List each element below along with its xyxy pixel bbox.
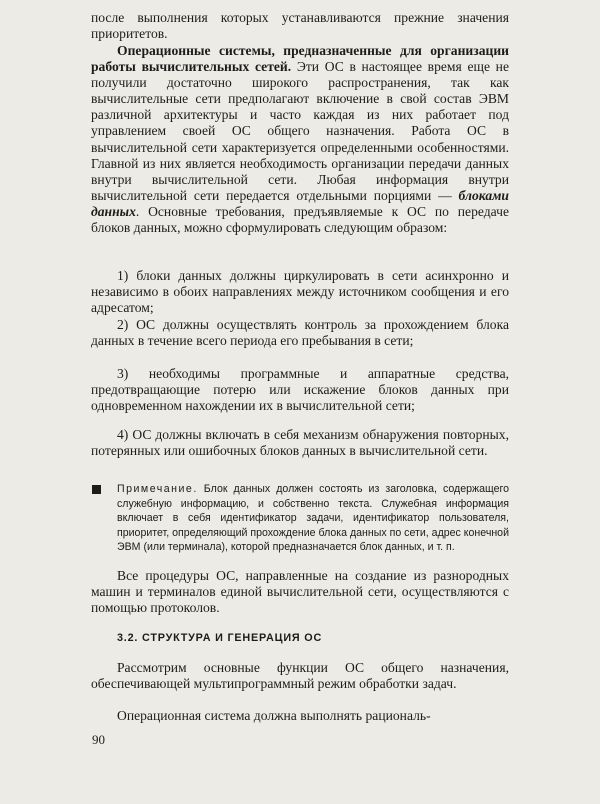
paragraph-functions: Рассмотрим основные функции ОС общего назначения, обеспечивающей мультипрограммный режим обработки задач.	[91, 660, 509, 692]
note-label: Примечание.	[117, 483, 198, 495]
note-block	[117, 482, 509, 555]
network-os-text-part2: . Основные требования, предъявляемые к ОС по передаче блоков данных, можно сформулировать следующим образом:	[91, 203, 509, 236]
paragraph-network-os	[91, 43, 509, 236]
section-heading: 3.2. СТРУКТУРА И ГЕНЕРАЦИЯ ОС	[117, 632, 323, 644]
network-os-text-part1: Эти ОС в настоящее время еще не получили достаточно широкого распространения, так как вычислительные сети предполагают включение в свой состав ЭВМ различной архитектуры и часто каждая из них работает под управлением своей ОС общего назначения. Работа ОС в вычислительной сети характеризуется определенными особенностями. Главной из них является необходимость организации передачи данных внутри вычислительной сети. Любая информация внутри вычислительной сети передается отдельными порциями —	[91, 59, 509, 203]
paragraph-intro: после выполнения которых устанавливаются прежние значения приоритетов.	[91, 10, 509, 42]
paragraph-last-line: Операционная система должна выполнять рациональ-	[117, 708, 431, 723]
requirement-1: 1) блоки данных должны циркулировать в сети асинхронно и независимо в обоих направлениях между источником сообщения и его адресатом;	[91, 268, 509, 316]
note-square-marker	[92, 485, 101, 494]
requirement-2: 2) ОС должны осуществлять контроль за прохождением блока данных в течение всего периода его пребывания в сети;	[91, 317, 509, 349]
paragraph-protocols: Все процедуры ОС, направленные на создание из разнородных машин и терминалов единой вычислительной сети, осуществляются с помощью протоколов.	[91, 568, 509, 616]
page-number: 90	[92, 732, 105, 747]
network-os-bold-lead: Операционные системы, предназначенные для организации работы вычислительных сетей.	[91, 43, 509, 75]
network-os-emphasis: блоками данных	[91, 187, 509, 219]
note-text: Блок данных должен состоять из заголовка, содержащего служебную информацию, и собственно текста. Служебная информация включает в себя идентификатор задачи, идентификатор пользователя, приоритет, определяющий прохождение блока данных по сети, адрес конечной ЭВМ (или терминала), которой предназначается блок данных, и т. п.	[117, 483, 509, 554]
requirement-3: 3) необходимы программные и аппаратные средства, предотвращающие потерю или искажение блоков данных при одновременном нахождении их в вычислительной сети;	[91, 366, 509, 414]
requirement-4: 4) ОС должны включать в себя механизм обнаружения повторных, потерянных или ошибочных блоков данных в вычислительной сети.	[91, 427, 509, 459]
